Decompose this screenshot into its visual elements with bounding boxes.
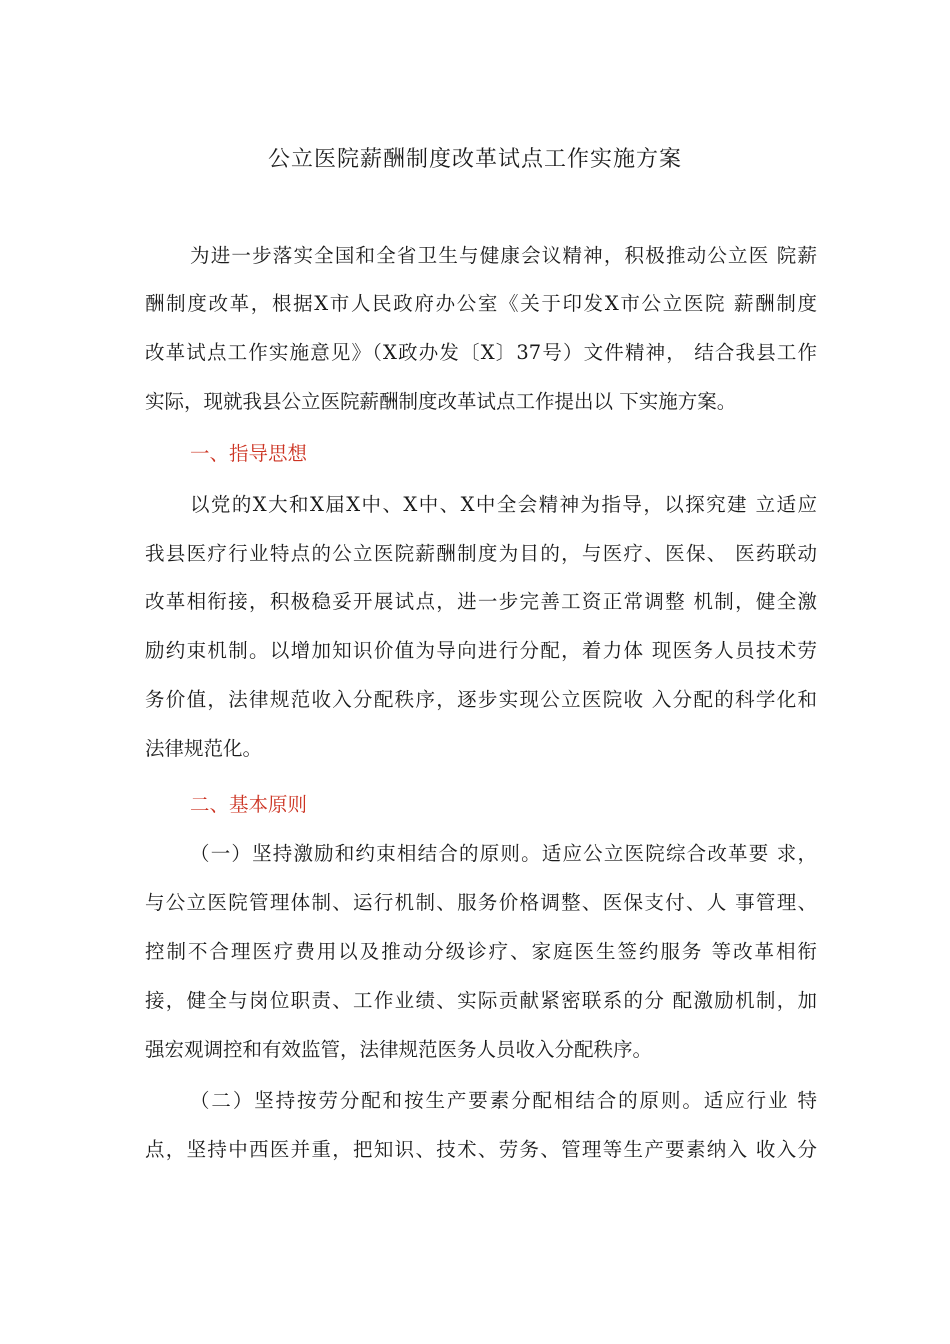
section1-line: 以党的X大和X届X中、X中、X中全会精神为指导，以探究建 立适应	[190, 493, 817, 516]
section-heading-guiding-ideology: 一、指导思想	[190, 442, 308, 465]
section1-line: 务价值，法律规范收入分配秩序，逐步实现公立医院收 入分配的科学化和	[145, 688, 817, 711]
section2-para2-line: 点，坚持中西医并重，把知识、技术、劳务、管理等生产要素纳入 收入分	[145, 1138, 817, 1161]
section1-line: 改革相衔接，积极稳妥开展试点，进一步完善工资正常调整 机制，健全激	[145, 590, 817, 613]
section2-para1-line: 强宏观调控和有效监管，法律规范医务人员收入分配秩序。	[145, 1038, 653, 1061]
intro-line: 酬制度改革，根据X市人民政府办公室《关于印发X市公立医院 薪酬制度	[145, 292, 817, 315]
document-title: 公立医院薪酬制度改革试点工作实施方案	[267, 147, 682, 172]
section1-line: 法律规范化。	[145, 737, 263, 760]
section-heading-basic-principles: 二、基本原则	[190, 793, 308, 816]
section2-para1-line: 控制不合理医疗费用以及推动分级诊疗、家庭医生签约服务 等改革相衔	[145, 940, 817, 963]
section2-para1-line: 接，健全与岗位职责、工作业绩、实际贡献紧密联系的分 配激励机制，加	[145, 989, 817, 1012]
intro-line: 改革试点工作实施意见》（X政办发〔X〕37号）文件精神， 结合我县工作	[145, 341, 817, 364]
section2-para1-line: （一）坚持激励和约束相结合的原则。适应公立医院综合改革要 求，	[190, 842, 817, 865]
section2-para2-line: （二）坚持按劳分配和按生产要素分配相结合的原则。适应行业 特	[190, 1089, 817, 1112]
section1-line: 励约束机制。以增加知识价值为导向进行分配，着力体 现医务人员技术劳	[145, 639, 817, 662]
section1-line: 我县医疗行业特点的公立医院薪酬制度为目的，与医疗、医保、 医药联动	[145, 542, 817, 565]
intro-line: 实际，现就我县公立医院薪酬制度改革试点工作提出以 下实施方案。	[145, 390, 737, 413]
section2-para1-line: 与公立医院管理体制、运行机制、服务价格调整、医保支付、人 事管理、	[145, 891, 817, 914]
intro-line: 为进一步落实全国和全省卫生与健康会议精神，积极推动公立医 院薪	[190, 244, 817, 267]
